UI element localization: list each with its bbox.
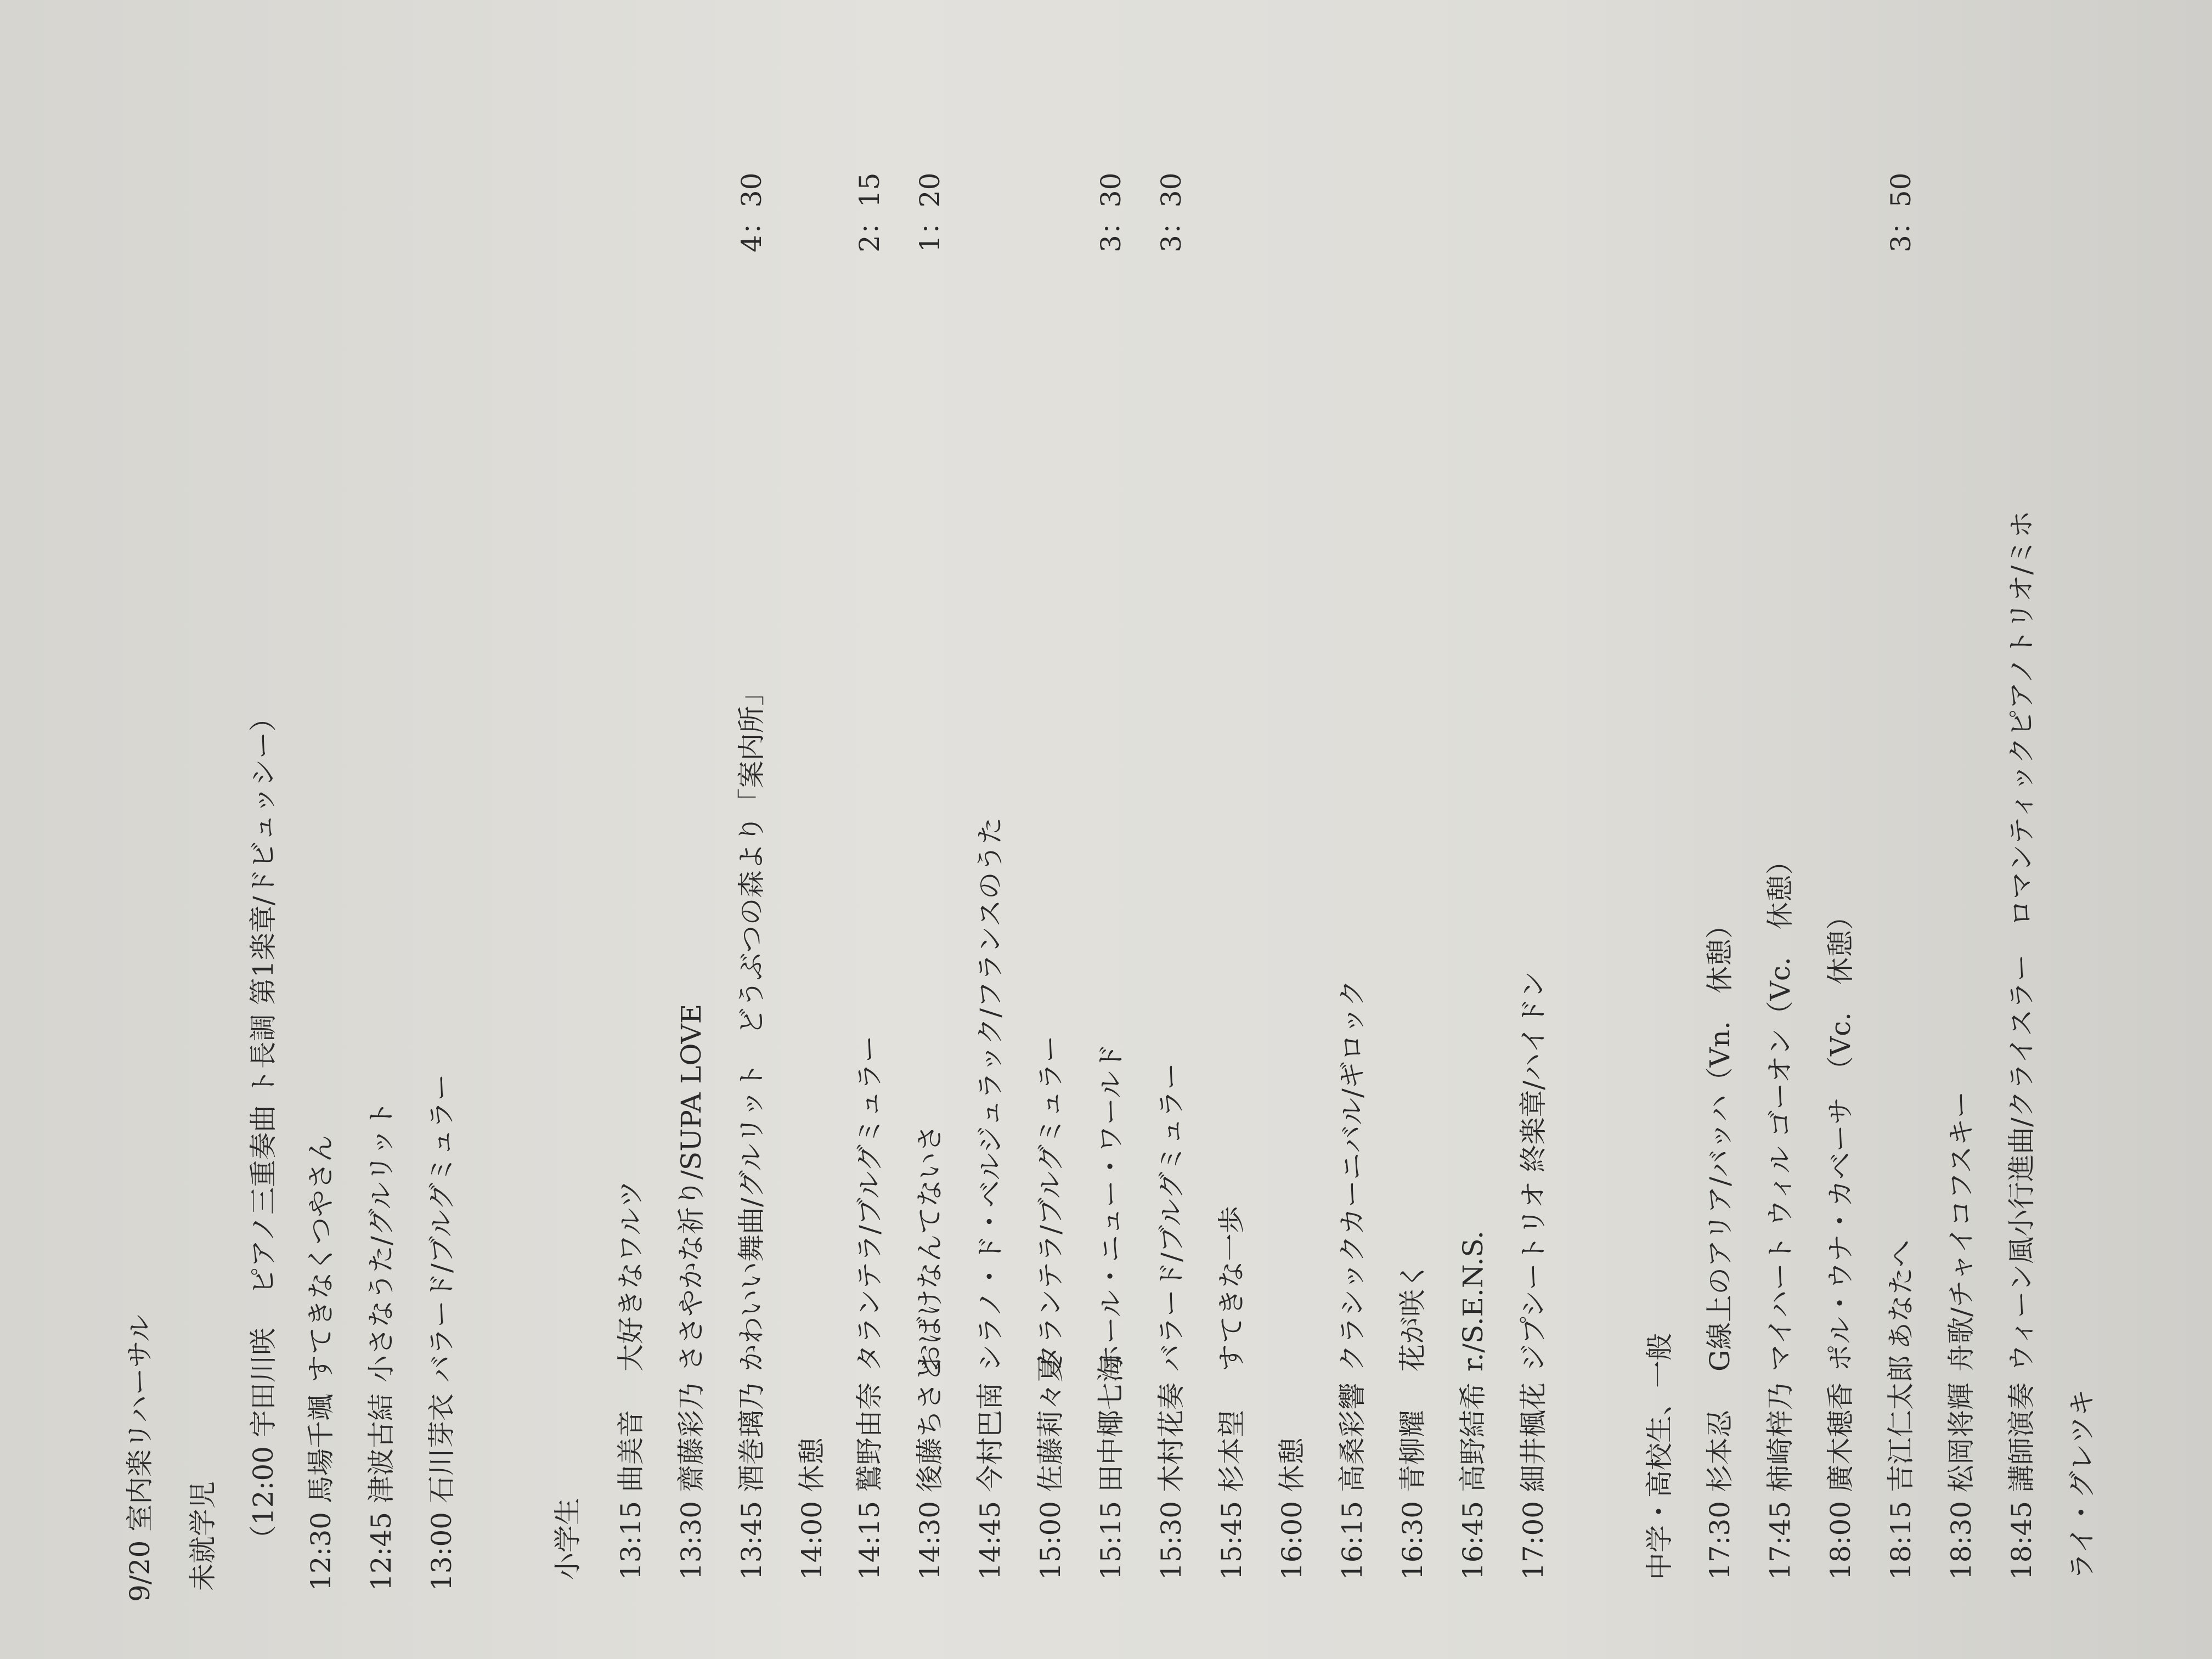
piece-title: ホール・ニュー・ワールド bbox=[1095, 1043, 1127, 1372]
performer-name: 休憩 bbox=[796, 1437, 828, 1492]
time-slot: 17:30 bbox=[1704, 1500, 1736, 1580]
title-text: 9/20 室内楽リハーサル bbox=[124, 1314, 156, 1602]
duration-label: 3：30 bbox=[1095, 172, 1127, 252]
piece-title: かわいい舞曲/グルリット どうぶつの森より「案内所」 bbox=[736, 678, 768, 1372]
section-heading bbox=[176, 0, 230, 1591]
piece-title: タランテラ/ブルグミュラー bbox=[1035, 1035, 1066, 1372]
piece-title: クラシックカーニバル/ギロック bbox=[1336, 979, 1368, 1372]
schedule-row bbox=[1084, 0, 1138, 1580]
schedule-row bbox=[236, 0, 291, 1553]
time-slot: 14:30 bbox=[914, 1500, 946, 1580]
schedule-row bbox=[1265, 0, 1319, 1580]
section-heading-text: 未就学児 bbox=[187, 1481, 219, 1591]
schedule-row bbox=[2055, 0, 2109, 1580]
performer-name: 柿崎梓乃 bbox=[1764, 1383, 1796, 1492]
schedule-row bbox=[664, 0, 719, 1580]
piece-title: すてきな一歩 bbox=[1216, 1206, 1248, 1372]
time-slot: 13:45 bbox=[736, 1500, 768, 1580]
performer-name: （12:00 宇田川咲 bbox=[247, 1328, 279, 1553]
schedule-row bbox=[603, 0, 658, 1580]
piece-title: 花が咲く bbox=[1397, 1262, 1429, 1372]
performer-name: 馬場千颯 bbox=[305, 1393, 337, 1503]
section-heading bbox=[1632, 0, 1687, 1580]
schedule-row bbox=[1994, 0, 2049, 1580]
schedule-row bbox=[1874, 0, 1928, 1580]
performer-name: 鷲野由奈 bbox=[854, 1383, 885, 1492]
time-slot: 17:45 bbox=[1764, 1500, 1796, 1580]
time-slot: 16:30 bbox=[1397, 1500, 1429, 1580]
duration-label: 3：50 bbox=[1885, 172, 1917, 252]
time-slot: 14:15 bbox=[854, 1500, 885, 1580]
section-heading bbox=[540, 0, 595, 1580]
piece-title: 小さなうた/グルリット bbox=[365, 1101, 397, 1383]
performer-name: 曲美音 bbox=[615, 1410, 647, 1492]
piece-title: あなたへ bbox=[1885, 1240, 1917, 1350]
schedule-row bbox=[1385, 0, 1440, 1580]
time-slot: 12:30 bbox=[305, 1511, 337, 1591]
piece-title: マイハート ウィル ゴーオン（Vc. 休憩） bbox=[1764, 847, 1796, 1372]
piece-title: G線上のアリア/バッハ（Vn. 休憩） bbox=[1704, 911, 1736, 1372]
schedule-row bbox=[785, 0, 839, 1580]
performer-name: 佐藤莉々夏 bbox=[1035, 1355, 1066, 1492]
schedule-row bbox=[902, 0, 957, 1580]
schedule-row bbox=[963, 0, 1018, 1580]
schedule-row bbox=[1325, 0, 1380, 1580]
performer-name: 高桑彩響 bbox=[1336, 1383, 1368, 1492]
time-slot: 18:45 bbox=[2006, 1500, 2038, 1580]
schedule-row bbox=[354, 0, 409, 1591]
schedule-row bbox=[842, 0, 897, 1580]
performer-name: 田中椰七海 bbox=[1095, 1355, 1127, 1492]
piece-title: ジプシートリオ 終楽章/ハイドン bbox=[1517, 970, 1549, 1372]
performer-name: 高野結希 bbox=[1457, 1383, 1489, 1492]
schedule-row bbox=[1753, 0, 1808, 1580]
performer-name: 青柳耀 bbox=[1397, 1410, 1429, 1492]
schedule-row bbox=[1506, 0, 1561, 1580]
piece-title: シラノ・ド・ベルジュラック/フランスのうた bbox=[974, 817, 1006, 1372]
schedule-row bbox=[1144, 0, 1199, 1580]
performer-name: 休憩 bbox=[1276, 1437, 1308, 1492]
time-slot: 14:45 bbox=[974, 1500, 1006, 1580]
performer-name: 杉本忍 bbox=[1704, 1410, 1736, 1492]
duration-label: 4：30 bbox=[736, 172, 768, 252]
schedule-row bbox=[1023, 0, 1078, 1580]
performer-name: 津波古結 bbox=[365, 1393, 397, 1503]
schedule-row bbox=[724, 0, 779, 1580]
piece-title: おばけなんてないさ bbox=[914, 1125, 946, 1372]
section-heading-text: 小学生 bbox=[552, 1498, 584, 1580]
schedule-row bbox=[1446, 0, 1500, 1580]
performer-name: 後藤ちさと bbox=[914, 1355, 946, 1492]
schedule-row bbox=[414, 0, 469, 1591]
schedule-row bbox=[1934, 0, 1989, 1580]
time-slot: 16:15 bbox=[1336, 1500, 1368, 1580]
performer-name: 酒巻璃乃 bbox=[736, 1383, 768, 1492]
piece-title: ポル・ウナ・カベーサ （Vc. 休憩） bbox=[1825, 902, 1857, 1372]
piece-title: バラード/ブルグミュラー bbox=[1155, 1063, 1187, 1372]
performer-name: ライ・グレツキ bbox=[2066, 1389, 2098, 1580]
time-slot: 16:45 bbox=[1457, 1500, 1489, 1580]
time-slot: 13:30 bbox=[675, 1500, 707, 1580]
schedule-row bbox=[1813, 0, 1868, 1580]
schedule-row bbox=[1692, 0, 1747, 1580]
piece-title: タランテラ/ブルグミュラー bbox=[854, 1035, 885, 1372]
piece-title: すてきなくつやさん bbox=[305, 1135, 337, 1383]
time-slot: 15:15 bbox=[1095, 1500, 1127, 1580]
piece-title: ピアノ三重奏曲 ト長調 第1楽章/ドビュッシー） bbox=[247, 704, 279, 1295]
section-heading-text: 中学・高校生、一般 bbox=[1644, 1333, 1675, 1580]
piece-title: 大好きなワルツ bbox=[615, 1180, 647, 1372]
time-slot: 15:30 bbox=[1155, 1500, 1187, 1580]
piece-title: 舟歌/チャイコフスキー bbox=[1945, 1091, 1977, 1372]
time-slot: 18:00 bbox=[1825, 1500, 1857, 1580]
duration-label: 1：20 bbox=[914, 172, 946, 252]
schedule-row bbox=[1204, 0, 1259, 1580]
duration-label: 2：15 bbox=[854, 172, 885, 252]
performer-name: 吉江仁太郎 bbox=[1885, 1355, 1917, 1492]
time-slot: 18:15 bbox=[1885, 1500, 1917, 1580]
time-slot: 13:15 bbox=[615, 1500, 647, 1580]
time-slot: 17:00 bbox=[1517, 1500, 1549, 1580]
time-slot: 12:45 bbox=[365, 1511, 397, 1591]
piece-title: ささやかな祈り/SUPA LOVE bbox=[675, 1003, 707, 1372]
performer-name: 木村花奏 bbox=[1155, 1383, 1187, 1492]
piece-title: バラード/ブルグミュラー bbox=[426, 1074, 458, 1383]
time-slot: 16:00 bbox=[1276, 1500, 1308, 1580]
page-title bbox=[112, 0, 167, 1602]
performer-name: 廣木穂香 bbox=[1825, 1383, 1857, 1492]
time-slot: 14:00 bbox=[796, 1500, 828, 1580]
performer-name: 松岡将輝 bbox=[1945, 1383, 1977, 1492]
performer-name: 細井楓花 bbox=[1517, 1383, 1549, 1492]
piece-title: ウィーン風小行進曲/クライスラー ロマンティックピアノトリオ/ミホ bbox=[2006, 510, 2038, 1372]
time-slot: 15:00 bbox=[1035, 1500, 1066, 1580]
duration-label: 3：30 bbox=[1155, 172, 1187, 252]
performer-name: 今村巴南 bbox=[974, 1383, 1006, 1492]
performer-name: 石川芽衣 bbox=[426, 1393, 458, 1503]
time-slot: 13:00 bbox=[426, 1511, 458, 1591]
time-slot: 18:30 bbox=[1945, 1500, 1977, 1580]
schedule-row bbox=[294, 0, 348, 1591]
performer-name: 講師演奏 bbox=[2006, 1383, 2038, 1492]
piece-title: r./S.E.N.S. bbox=[1457, 1231, 1489, 1372]
performer-name: 齋藤彩乃 bbox=[675, 1383, 707, 1492]
time-slot: 15:45 bbox=[1216, 1500, 1248, 1580]
performer-name: 杉本望 bbox=[1216, 1410, 1248, 1492]
